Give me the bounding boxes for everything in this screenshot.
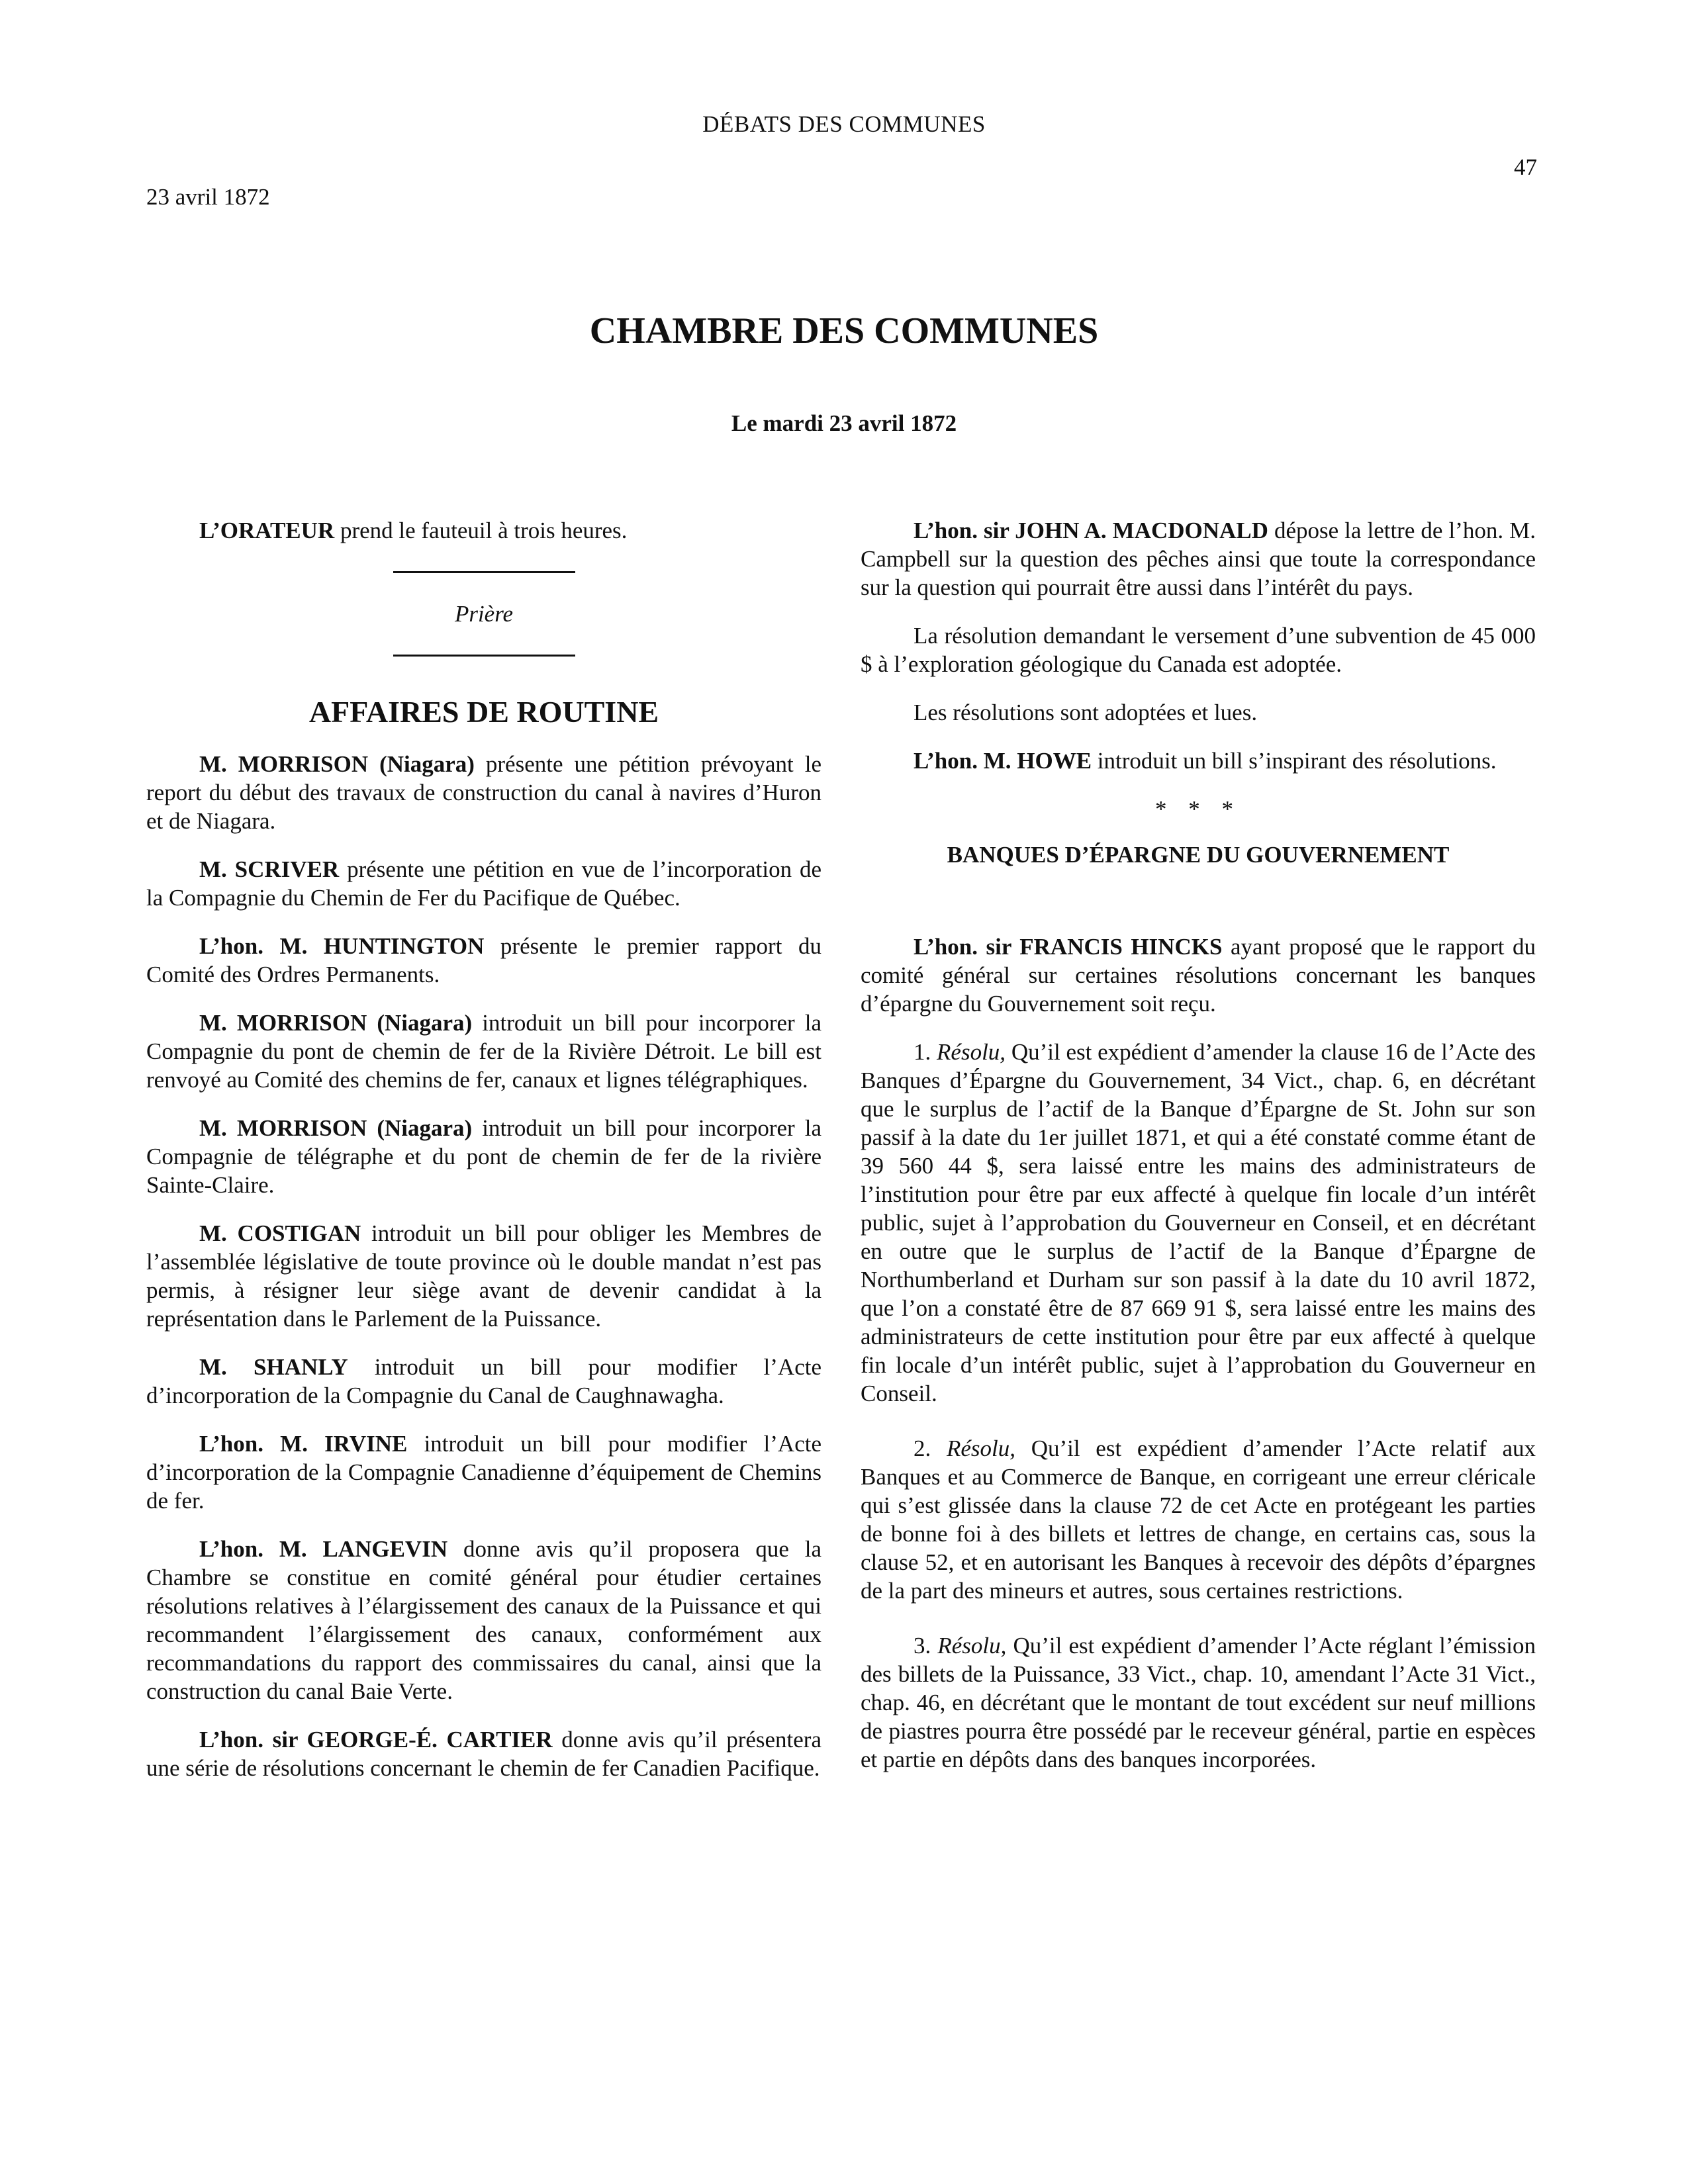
paragraph-text: introduit un bill pour obliger les Membres de l’assemblée législative de toute province où le double mandat n’est pas permis, à résigner leur siège avant de devenir candidat à la représentation dans le Parlement de la Puissance. [146, 1220, 821, 1332]
resolution-label: Résolu, [937, 1633, 1007, 1659]
speaker-name: L’hon. M. LANGEVIN [199, 1536, 448, 1562]
speaker-name: M. SHANLY [199, 1354, 348, 1380]
paragraph-text: Les résolutions sont adoptées et lues. [914, 700, 1258, 725]
resolution-label: Résolu, [946, 1435, 1015, 1461]
paragraph [146, 932, 821, 989]
section-separator: * * * [1155, 796, 1241, 822]
resolution-text: Qu’il est expédient d’amender l’Acte réglant l’émission des billets de la Puissance, 33 Vict., chap. 10, amendant l’Acte 31 Vict., chap. 46, en décrétant que le montant de tout excédent sur neuf millions de piastres pourra être possédé par le receveur général, partie en espèces et partie en dépôts dans des banques incorporées. [861, 1633, 1536, 1772]
paragraph-text: dépose la lettre de l’hon. M. Campbell sur la question des pêches ainsi que toute la correspondance sur la question qui pourrait être aussi dans l’intérêt du pays. [861, 518, 1536, 600]
paragraph-text: introduit un bill pour modifier l’Acte d’incorporation de la Compagnie du Canal de Caughnawagha. [146, 1354, 821, 1408]
running-head: DÉBATS DES COMMUNES [702, 111, 986, 137]
resolution-number: 1. [914, 1039, 937, 1065]
paragraph [861, 747, 1536, 775]
paragraph-text: donne avis qu’il présentera une série de résolutions concernant le chemin de fer Canadien Pacifique. [146, 1727, 821, 1781]
speaker-name: L’hon. M. IRVINE [199, 1431, 408, 1457]
paragraph [146, 1219, 821, 1333]
paragraph-text: présente une pétition en vue de l’incorporation de la Compagnie du Chemin de Fer du Pacifique de Québec. [146, 856, 821, 911]
paragraph [146, 1009, 821, 1094]
paragraph-text: introduit un bill pour incorporer la Compagnie de télégraphe et du pont de chemin de fer de la rivière Sainte-Claire. [146, 1115, 821, 1198]
resolution-item [861, 1434, 1536, 1605]
resolution-text: Qu’il est expédient d’amender l’Acte relatif aux Banques et au Commerce de Banque, en corrigeant une erreur cléricale qui s’est glissée dans la clause 72 de cet Acte en protégeant les parties de bonne foi à des billets et lettres de change, en certains cas, sous la clause 52, et en autorisant les Banques à recevoir des dépôts d’épargnes de la part des mineurs et autres, sous certaines restrictions. [861, 1435, 1536, 1604]
paragraph-text: prend le fauteuil à trois heures. [334, 518, 628, 543]
resolution-label: Résolu, [937, 1039, 1006, 1065]
paragraph-text: donne avis qu’il proposera que la Chambre se constitue en comité général pour étudier certaines résolutions relatives à l’élargissement des canaux de la Puissance et qui recommandent l’élargissement des canaux, conformément aux recommandations du rapport des commissaires du canal, ainsi que la construction du canal Baie Verte. [146, 1536, 822, 1704]
right-column [861, 516, 1536, 1800]
divider [393, 655, 575, 657]
intro-paragraph [861, 933, 1536, 1018]
speaker-name: L’hon. sir JOHN A. MACDONALD [914, 518, 1268, 543]
page-title: CHAMBRE DES COMMUNES [589, 310, 1099, 351]
paragraph-text: La résolution demandant le versement d’une subvention de 45 000 $ à l’exploration géologique du Canada est adoptée. [861, 623, 1536, 677]
paragraph [146, 1430, 821, 1515]
paragraph-text: présente le premier rapport du Comité des Ordres Permanents. [146, 933, 821, 987]
speaker-name: M. MORRISON (Niagara) [199, 1010, 473, 1036]
speaker-name: L’hon. M. HOWE [914, 748, 1092, 774]
header-date: 23 avril 1872 [146, 184, 270, 210]
paragraph-text: présente une pétition prévoyant le report du début des travaux de construction du canal à navires d’Huron et de Niagara. [146, 751, 821, 834]
paragraph [146, 1535, 821, 1706]
resolution-item [861, 1038, 1536, 1408]
speaker-name: L’hon. M. HUNTINGTON [199, 933, 485, 959]
resolution-number: 3. [914, 1633, 938, 1659]
paragraph [861, 516, 1536, 602]
resolution-number: 2. [914, 1435, 947, 1461]
paragraph [146, 1114, 821, 1199]
speaker-name: L’hon. sir FRANCIS HINCKS [914, 934, 1223, 960]
speaker-name: M. MORRISON (Niagara) [199, 1115, 473, 1141]
paragraph [146, 750, 821, 835]
paragraph [146, 1353, 821, 1410]
paragraph-text: introduit un bill pour incorporer la Compagnie du pont de chemin de fer de la Rivière Détroit. Le bill est renvoyé au Comité des chemins de fer, canaux et lignes télégraphiques. [146, 1010, 821, 1093]
paragraph [146, 1725, 821, 1782]
speaker-name: M. SCRIVER [199, 856, 340, 882]
paragraph [146, 855, 821, 912]
sitting-date: Le mardi 23 avril 1872 [731, 410, 957, 436]
section-heading: AFFAIRES DE ROUTINE [308, 695, 659, 729]
paragraph [861, 698, 1536, 727]
paragraph-text: introduit un bill s’inspirant des résolutions. [1092, 748, 1497, 774]
resolution-text: Qu’il est expédient d’amender la clause 16 de l’Acte des Banques d’Épargne du Gouvernement, 34 Vict., chap. 6, en décrétant que le surplus de l’actif de la Banque d’Épargne de St. John sur son passif à la date du 1er juillet 1871, et qui a été constaté comme étant de 39 560 44 $, sera laissé entre les mains des administrateurs de l’institution pour être par eux affecté à quelque fin locale d’un intérêt public, sujet à l’approbation du Gouverneur en Conseil, et en décrétant en outre que le surplus de l’actif de la Banque d’Épargne de Northumberland et Durham sur son passif à la date du 10 avril 1872, que l’on a constaté être de 87 669 91 $, sera laissé entre les mains des administrateurs de cette institution pour être par eux affecté à quelque fin locale d’un intérêt public, sujet à l’approbation du Gouverneur en Conseil. [861, 1039, 1536, 1406]
paragraph [861, 621, 1536, 678]
speaker-name: L’hon. sir GEORGE-É. CARTIER [199, 1727, 553, 1752]
divider [393, 571, 575, 573]
opening-paragraph [146, 516, 821, 545]
prayer-label: Prière [454, 601, 514, 627]
speaker-name: M. MORRISON (Niagara) [199, 751, 475, 777]
speaker-name: M. COSTIGAN [199, 1220, 361, 1246]
paragraph-text: introduit un bill pour modifier l’Acte d’incorporation de la Compagnie Canadienne d’équipement de Chemins de fer. [146, 1431, 821, 1514]
paragraph-text: ayant proposé que le rapport du comité général sur certaines résolutions concernant les banques d’épargne du Gouvernement soit reçu. [861, 934, 1536, 1017]
speaker-name: L’ORATEUR [199, 518, 335, 543]
left-column [146, 516, 821, 1802]
resolution-item [861, 1631, 1536, 1774]
page-number: 47 [1514, 154, 1537, 180]
subsection-heading: BANQUES D’ÉPARGNE DU GOUVERNEMENT [947, 842, 1450, 868]
